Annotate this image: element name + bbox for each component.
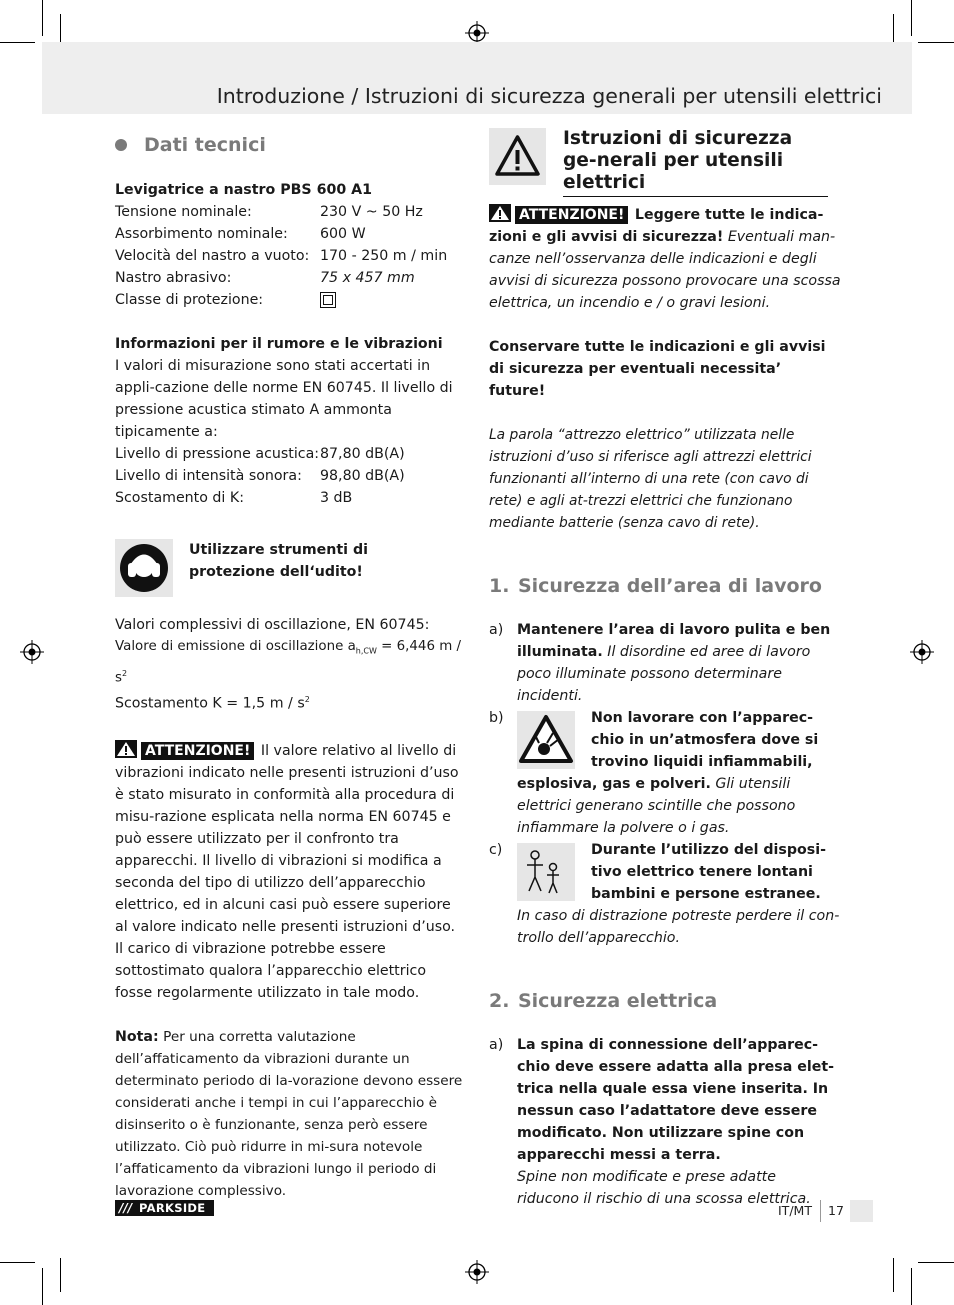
crop-mark — [893, 1258, 894, 1292]
section-title: Sicurezza elettrica — [517, 990, 718, 1012]
noise-value: 98,80 dB(A) — [320, 468, 405, 484]
noise-value: 87,80 dB(A) — [320, 446, 405, 462]
list-bold-text: Durante l’utilizzo del disposi-tivo elettrico tenere lontani bambini e persone estranee. — [591, 842, 826, 902]
list-bold-text: La spina di connessione dell’apparec-chio deve essere adatta alla presa elet-trica nella quale essa viene inserita. In nessun caso l’adattatore deve essere modificato. Non utilizzare spine con apparecchi messi a terra. — [517, 1037, 835, 1163]
vibration-sup: 2 — [121, 668, 128, 678]
section-number: 1. — [489, 575, 510, 597]
noise-key: Livello di intensità sonora: — [115, 468, 302, 484]
attention-badge: ATTENZIONE! — [515, 206, 628, 224]
list-item — [489, 839, 841, 949]
warning-sign-icon — [489, 128, 546, 185]
list-italic-text: Il disordine ed aree di lavoro poco illuminate possono determinare incidenti. — [517, 644, 811, 704]
crop-mark — [918, 42, 954, 43]
section-title: Dati tecnici — [144, 134, 266, 156]
attention-badge: ATTENZIONE! — [141, 742, 254, 760]
list-italic-text: In caso di distrazione potreste perdere il con-trollo dell’apparecchio. — [517, 908, 840, 946]
registration-mark-icon — [20, 640, 44, 664]
spec-key: Tensione nominale: — [115, 204, 252, 220]
crop-mark — [0, 1262, 35, 1263]
vibration-emission — [115, 636, 467, 689]
attention-italic-text: Eventuali man-canze nell’osservanza delle indicazioni e degli avvisi di sicurezza possono provocare una scossa elettrica, un incendio e / o gravi lesioni. — [489, 229, 841, 311]
list-item — [489, 1034, 841, 1210]
registration-mark-icon — [910, 640, 934, 664]
list-item — [489, 707, 841, 839]
safety-attention-paragraph — [489, 201, 841, 314]
left-column — [115, 130, 467, 1202]
warning-triangle-icon — [115, 740, 137, 758]
noise-row — [115, 465, 467, 487]
noise-title: Informazioni per il rumore e le vibrazioni — [115, 336, 443, 352]
list-label: a) — [489, 622, 504, 638]
hearing-protection-block — [115, 539, 467, 601]
vibration-emission-value: = 6,446 m / s — [115, 639, 462, 686]
noise-row — [115, 487, 467, 509]
vibration-deviation — [115, 689, 467, 715]
spec-row — [115, 289, 467, 311]
footer-divider — [820, 1200, 821, 1222]
spec-row — [115, 201, 467, 223]
safety-title: Istruzioni di sicurezza ge-nerali per utensili elettrici — [563, 128, 828, 197]
spec-value: 600 W — [320, 226, 366, 242]
product-name: Levigatrice a nastro PBS 600 A1 — [115, 182, 372, 198]
spec-row — [115, 245, 467, 267]
vibration-sup: 2 — [304, 695, 310, 705]
list-label: b) — [489, 710, 504, 726]
crop-mark — [60, 1258, 61, 1292]
list-bold-text: Non lavorare con l’apparec-chio in un’atmosfera dove si trovino liquidi infiammabili, — [591, 710, 819, 770]
list-label: c) — [489, 842, 503, 858]
noise-key: Livello di pressione acustica: — [115, 446, 320, 462]
list-italic-text: Gli utensili elettrici generano scintille che possono infiammare la polvere o i gas. — [517, 776, 796, 836]
right-column — [489, 128, 841, 1210]
keep-children-away-icon — [517, 843, 575, 901]
dati-tecnici-heading — [115, 130, 467, 160]
nota-label: Nota: — [115, 1028, 159, 1045]
section-number: 2. — [489, 990, 510, 1012]
explosion-icon — [517, 711, 575, 769]
vibration-line: Valori complessivi di oscillazione, EN 60745: — [115, 617, 430, 633]
spec-value: 230 V ~ 50 Hz — [320, 204, 423, 220]
page-number: 17 — [828, 1203, 844, 1218]
crop-mark — [42, 1268, 43, 1305]
spec-key: Velocità del nastro a vuoto: — [115, 248, 310, 264]
noise-text: I valori di misurazione sono stati accertati in appli-cazione delle norme EN 60745. Il livello di pressione acustica stimato A ammonta tipicamente a: — [115, 358, 453, 440]
vibration-emission-label: Valore di emissione di oscillazione a — [115, 639, 356, 654]
spec-key: Nastro abrasivo: — [115, 270, 232, 286]
section-2-heading — [489, 990, 841, 1016]
parkside-logo: /// PARKSIDE — [115, 1200, 214, 1216]
definition-paragraph: La parola “attrezzo elettrico” utilizzata nelle istruzioni d’uso si riferisce agli attrezzi elettrici funzionanti all’interno di una rete (con cavo di rete) e agli at-trezzi elettrici che funzionano mediante batterie (senza cavo di rete). — [489, 427, 812, 531]
crop-mark — [911, 0, 912, 36]
bullet-icon — [115, 139, 127, 151]
footer-tab — [850, 1200, 873, 1222]
attention-bold-text: Leggere tutte le indica-zioni e gli avvisi di sicurezza! — [489, 207, 824, 245]
attention-text: Il valore relativo al livello di vibrazioni indicato nelle presenti istruzioni d’uso è stato misurato in conformità alla procedura di misu-razione esplicata nella norma EN 60745 e può essere utilizzato per il confronto tra apparecchi. Il livello di vibrazioni si modifica a seconda del tipo di utilizzo dell’apparecchio elettrico, ed in alcuni casi può essere superiore al valore indicato nelle presenti istruzioni d’uso. Il carico di vibrazione potrebbe essere sottostimato qualora l’apparecchio elettrico fosse regolarmente utilizzato in tale modo. — [115, 742, 459, 1001]
language-code: IT/MT — [778, 1203, 812, 1218]
spec-row — [115, 267, 467, 289]
safety-heading — [489, 128, 841, 193]
attention-paragraph — [115, 737, 467, 1004]
crop-mark — [42, 0, 43, 36]
crop-mark — [0, 42, 35, 43]
section-1-heading — [489, 575, 841, 601]
nota-paragraph — [115, 1026, 467, 1202]
crop-mark — [918, 1262, 954, 1263]
spec-value: 75 x 457 mm — [320, 270, 415, 286]
brand-name: PARKSIDE — [139, 1201, 206, 1215]
spec-value: 170 - 250 m / min — [320, 248, 448, 264]
nota-text: Per una corretta valutazione dell’affaticamento da vibrazioni durante un determinato periodo di la-vorazione devono essere considerati anche i tempi in cui l’apparecchio è disinserito o è funzionante, senza però essere utilizzato. Ciò può ridurre in mi-sura notevole l’affaticamento da vibrazioni lungo il periodo di lavorazione complessivo. — [115, 1028, 463, 1199]
list-item — [489, 619, 841, 707]
warning-triangle-icon — [489, 204, 511, 222]
list-label: a) — [489, 1037, 504, 1053]
noise-value: 3 dB — [320, 490, 353, 506]
page-title: Introduzione / Istruzioni di sicurezza generali per utensili elettrici — [216, 84, 882, 108]
spec-key: Classe di protezione: — [115, 292, 264, 308]
list-bold-text: Mantenere l’area di lavoro pulita e ben illuminata. — [517, 622, 831, 660]
keep-instructions: Conservare tutte le indicazioni e gli avvisi di sicurezza per eventuali necessita’ future! — [489, 339, 826, 399]
spec-key: Assorbimento nominale: — [115, 226, 288, 242]
list-item-body — [517, 707, 841, 773]
ear-protection-icon — [115, 539, 173, 597]
noise-row — [115, 443, 467, 465]
list-bold-text: esplosiva, gas e polveri. — [517, 776, 711, 792]
section-title: Sicurezza dell’area di lavoro — [517, 575, 822, 597]
list-italic-text: Spine non modificate e prese adatte riducono il rischio di una scossa elettrica. — [517, 1169, 811, 1207]
crop-mark — [911, 1268, 912, 1305]
hearing-text: Utilizzare strumenti di protezione dell‘udito! — [189, 542, 368, 580]
protection-class-icon — [320, 292, 336, 308]
noise-key: Scostamento di K: — [115, 490, 244, 506]
vibration-subscript: h,CW — [355, 646, 377, 656]
spec-row — [115, 223, 467, 245]
registration-mark-icon — [465, 1260, 489, 1284]
vibration-deviation-label: Scostamento K = 1,5 m / s — [115, 695, 305, 712]
list-item-body — [517, 839, 841, 905]
